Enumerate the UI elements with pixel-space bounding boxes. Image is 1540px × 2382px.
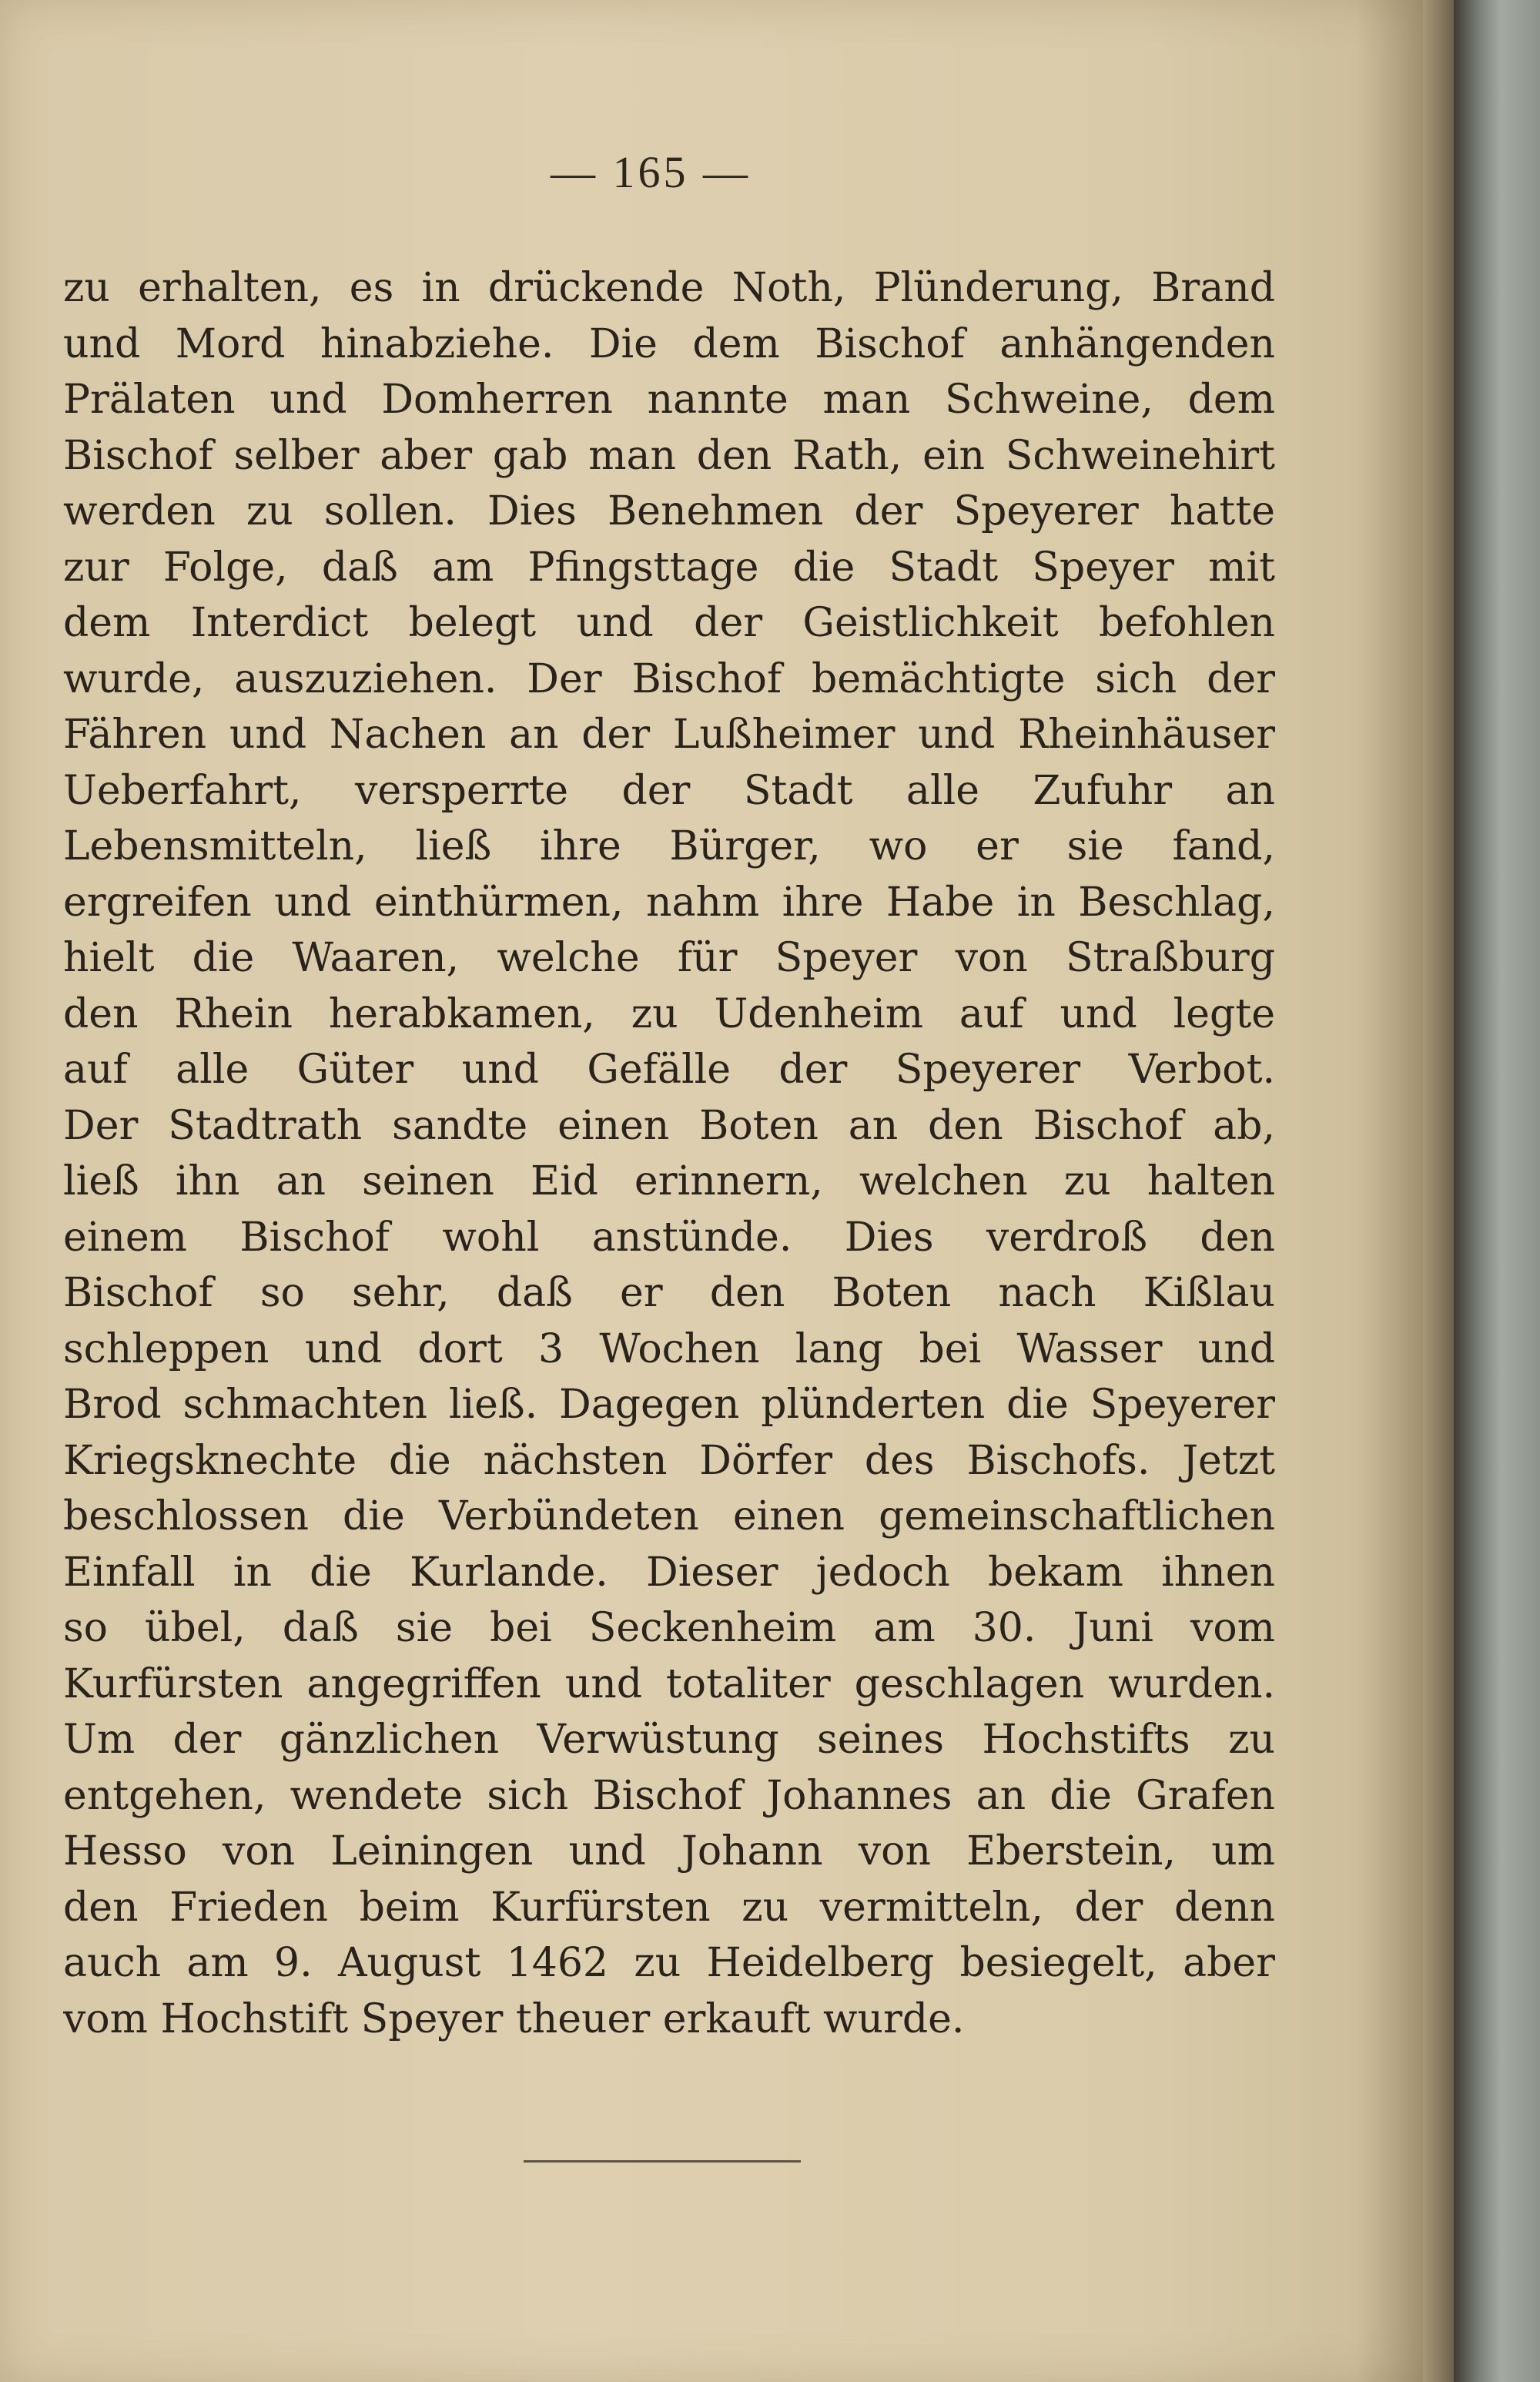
text-line-32: vom Hochstift Speyer theuer erkauft wurde.	[63, 1995, 965, 2042]
page-number-header: — 165 —	[551, 147, 751, 197]
text-line-5: werden zu sollen. Dies Benehmen der Speyerer hatte	[63, 488, 1275, 534]
text-line-25: so übel, daß sie bei Seckenheim am 30. Juni vom	[63, 1605, 1275, 1651]
text-line-7: dem Interdict belegt und der Geistlichkeit befohlen	[63, 600, 1275, 646]
text-line-28: entgehen, wendete sich Bischof Johannes an die Grafen	[63, 1772, 1275, 1819]
text-line-4: Bischof selber aber gab man den Rath, ein Schweinehirt	[63, 432, 1275, 479]
text-line-17: ließ ihn an seinen Eid erinnern, welchen zu halten	[63, 1158, 1275, 1204]
page-gutter	[1423, 0, 1454, 2382]
text-line-19: Bischof so sehr, daß er den Boten nach Kißlau	[63, 1270, 1275, 1316]
text-line-23: beschlossen die Verbündeten einen gemeinschaftlichen	[63, 1493, 1275, 1539]
text-line-1: zu erhalten, es in drückende Noth, Plünderung, Brand	[63, 265, 1275, 311]
book-edge	[1454, 0, 1540, 2382]
text-line-30: den Frieden beim Kurfürsten zu vermitteln, der denn	[63, 1884, 1275, 1931]
text-line-12: ergreifen und einthürmen, nahm ihre Habe in Beschlag,	[63, 879, 1275, 926]
text-line-31: auch am 9. August 1462 zu Heidelberg besiegelt, aber	[63, 1940, 1275, 1986]
text-line-22: Kriegsknechte die nächsten Dörfer des Bischofs. Jetzt	[63, 1437, 1275, 1484]
text-line-20: schleppen und dort 3 Wochen lang bei Wasser und	[63, 1325, 1275, 1372]
text-line-15: auf alle Güter und Gefälle der Speyerer Verbot.	[63, 1047, 1275, 1093]
text-line-14: den Rhein herabkamen, zu Udenheim auf und legte	[63, 990, 1275, 1037]
text-line-16: Der Stadtrath sandte einen Boten an den Bischof ab,	[63, 1102, 1275, 1149]
text-line-24: Einfall in die Kurlande. Dieser jedoch bekam ihnen	[63, 1549, 1275, 1596]
text-line-27: Um der gänzlichen Verwüstung seines Hochstifts zu	[63, 1717, 1275, 1763]
text-line-9: Fähren und Nachen an der Lußheimer und Rheinhäuser	[63, 712, 1275, 758]
text-line-29: Hesso von Leiningen und Johann von Eberstein, um	[63, 1828, 1275, 1874]
text-line-11: Lebensmitteln, ließ ihre Bürger, wo er sie fand,	[63, 823, 1275, 869]
text-line-13: hielt die Waaren, welche für Speyer von Straßburg	[63, 935, 1275, 981]
text-line-10: Ueberfahrt, versperrte der Stadt alle Zufuhr an	[63, 767, 1275, 814]
text-line-6: zur Folge, daß am Pfingsttage die Stadt Speyer mit	[63, 544, 1275, 591]
text-line-3: Prälaten und Domherren nannte man Schweine, dem	[63, 377, 1275, 423]
closing-rule	[524, 2160, 801, 2163]
text-line-18: einem Bischof wohl anstünde. Dies verdroß den	[63, 1214, 1275, 1261]
text-line-8: wurde, auszuziehen. Der Bischof bemächtigte sich der	[63, 655, 1275, 702]
page-binding-shadow	[1355, 0, 1423, 2382]
body-text	[63, 260, 1275, 2047]
text-line-26: Kurfürsten angegriffen und totaliter geschlagen wurden.	[63, 1660, 1275, 1707]
text-line-2: und Mord hinabziehe. Die dem Bischof anhängenden	[63, 320, 1275, 367]
text-line-21: Brod schmachten ließ. Dagegen plünderten die Speyerer	[63, 1382, 1275, 1428]
